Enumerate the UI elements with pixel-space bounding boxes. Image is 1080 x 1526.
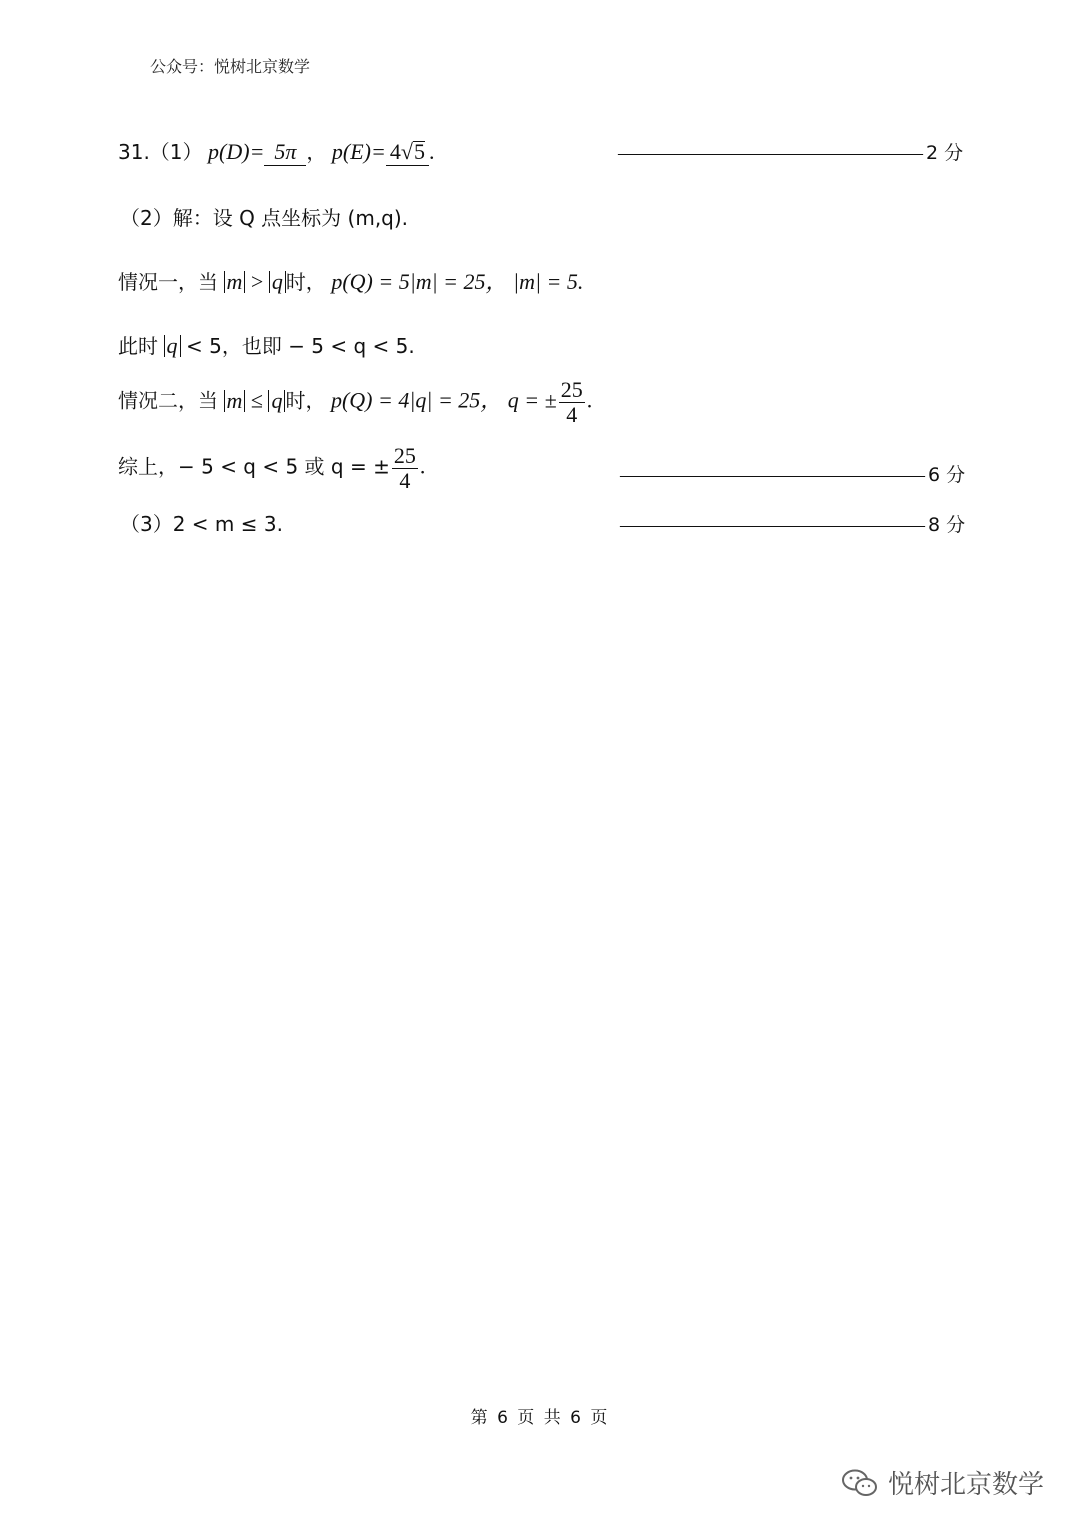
case1-when: 时， <box>285 270 326 294</box>
summary-fraction <box>392 444 418 493</box>
q31-end: . <box>428 139 435 164</box>
score-line-2: ———————————————— 2 分 <box>618 142 964 164</box>
header-source: 公众号：悦树北京数学 <box>150 57 311 76</box>
q31-part1-line <box>118 136 434 166</box>
case2-when: 时， <box>285 388 326 413</box>
summary-line <box>118 444 425 493</box>
pE-label: p(E)= <box>331 139 386 164</box>
summary-lead: 综上，− 5 < q < 5 或 q = ± <box>118 454 390 479</box>
abs-q: q <box>269 271 286 293</box>
score-8: 8 分 <box>928 514 966 536</box>
pD-value: 5π <box>264 139 306 166</box>
case2-op: ≤ <box>250 387 263 413</box>
watermark <box>840 1464 1044 1501</box>
score-2: 2 分 <box>926 142 964 164</box>
case1b-lead: 此时 <box>118 334 158 358</box>
case1-result: |m| = 5. <box>513 269 584 294</box>
q31-separator: ， <box>306 140 327 164</box>
part3-text: （3）2 < m ≤ 3. <box>120 512 283 536</box>
score-line-8: ———————————————— 8 分 <box>620 514 966 536</box>
fraction-denominator: 4 <box>566 402 578 427</box>
summary-numerator: 25 <box>393 443 416 468</box>
watermark-text: 悦树北京数学 <box>888 1470 1045 1500</box>
case2-eq: p(Q) = 4|q| = 25， <box>330 387 503 413</box>
case1b-line <box>118 330 415 359</box>
page-number: 第 6 页 共 6 页 <box>470 1408 610 1428</box>
pE-value: 4√5 <box>386 139 429 166</box>
summary-end: . <box>419 453 426 479</box>
case2-lead: 情况二，当 <box>118 388 218 413</box>
part2-line <box>120 202 408 231</box>
part2-text: （2）解：设 Q 点坐标为 (m,q). <box>120 206 409 230</box>
case1b-rest: < 5，也即 − 5 < q < 5. <box>186 334 415 358</box>
pD-label: p(D)= <box>208 139 265 164</box>
summary-denominator: 4 <box>399 468 411 493</box>
wechat-icon <box>840 1468 880 1498</box>
case1-op: > <box>250 269 264 294</box>
score-line-6: ———————————————— 6 分 <box>620 464 966 486</box>
pE-coef: 4 <box>389 139 401 164</box>
fraction <box>559 378 585 427</box>
abs-q-2: q <box>164 335 181 357</box>
fraction-numerator: 25 <box>560 377 583 402</box>
abs-q-3: q <box>268 390 285 412</box>
case2-end: . <box>586 387 593 413</box>
score-6: 6 分 <box>928 464 966 486</box>
pE-radicand: 5 <box>413 139 425 164</box>
case1-eq: p(Q) = 5|m| = 25， <box>331 269 508 294</box>
case2-result-lhs: q = ± <box>507 387 557 413</box>
case1-lead: 情况一，当 <box>118 270 218 294</box>
case2-line <box>118 378 592 427</box>
case1-line <box>118 265 583 296</box>
abs-m: m <box>224 271 246 293</box>
part3-line <box>120 508 283 537</box>
abs-m-2: m <box>224 390 246 412</box>
q31-prefix: 31.（1） <box>118 140 203 164</box>
